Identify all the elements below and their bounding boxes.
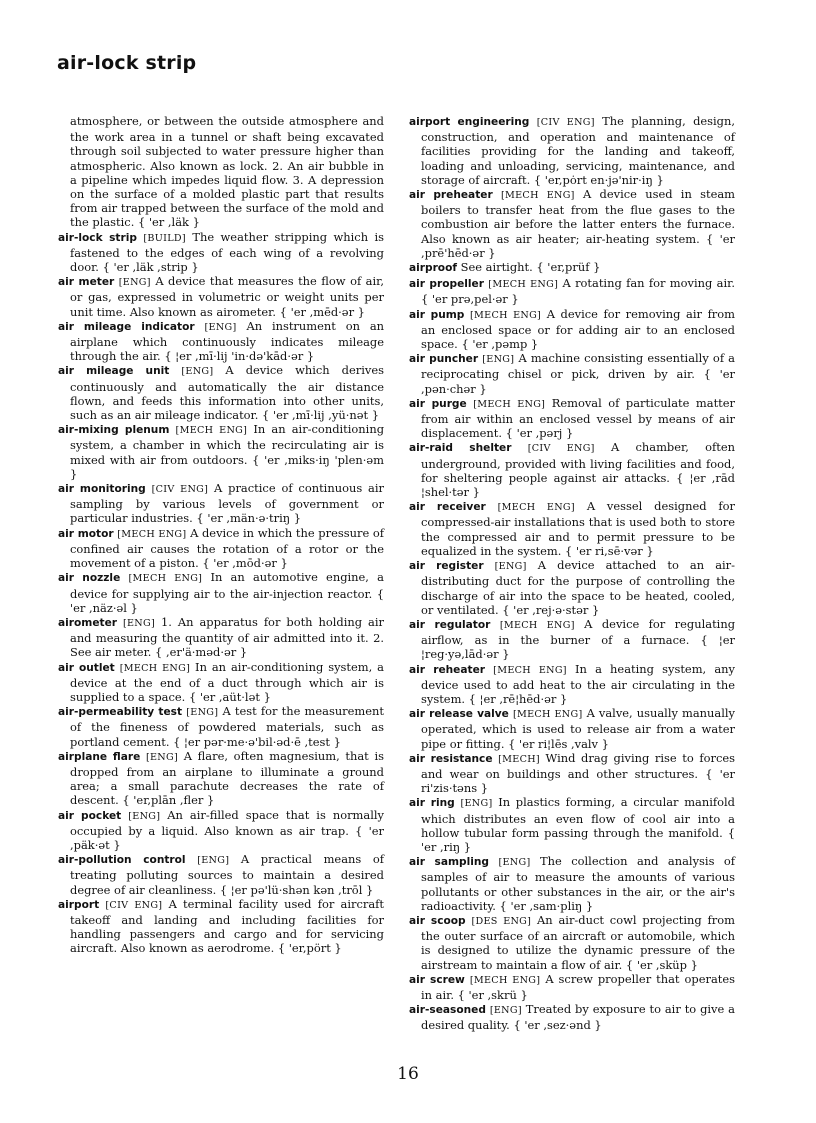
dictionary-entry — [409, 499, 735, 558]
entry-field: [MECH ENG] — [470, 309, 542, 321]
entry-headword: air screw — [409, 973, 465, 986]
entry-definition: Treated by exposure to air to give a desired quality. { 'er ,sez·ənd } — [421, 1002, 735, 1033]
entry-field: [MECH ENG] — [175, 425, 248, 437]
dictionary-entry — [409, 913, 735, 972]
entry-definition: A chamber, often underground, provided with living facilities and food, for sheltering people against air attacks. { ¦er ,rād ¦shel·tər } — [421, 440, 735, 500]
entry-field: [MECH ENG] — [500, 190, 575, 202]
entry-definition: A device that measures the flow of air, or gas, expressed in volumetric or weight units per unit time. Also known as airometer. { 'er ,mēd·ər } — [70, 274, 385, 319]
entry-definition: An air-duct cowl projecting from the outer surface of an aircraft or automobile, which is designed to utilize the dynamic pressure of the airstream to maintain a flow of air. { 'er ,sküp } — [421, 912, 735, 972]
dictionary-entry — [58, 363, 384, 422]
entry-definition: A device for regulating airflow, as in the burner of a furnace. { ¦er ¦reg·yə,lād·ər } — [421, 616, 736, 662]
entry-field: [MECH ENG] — [117, 528, 187, 540]
entry-headword: air-permeability test — [58, 706, 183, 719]
dictionary-entry — [409, 972, 735, 1002]
entry-field: [MECH ENG] — [473, 398, 546, 410]
entry-definition: An air-filled space that is normally occupied by a liquid. Also known as air trap. { 'er ,päk·ət } — [70, 807, 384, 852]
entry-field: [ENG] — [128, 810, 161, 822]
dictionary-entry — [58, 570, 384, 615]
entry-definition: A device which derives continuously and automatically the air distance flown, and feeds this information into other units, such as an air mileage indicator. { 'er ,mī·lij ,yü·nət } — [70, 363, 384, 423]
entry-definition: A rotating fan for moving air. { 'er prə,pel·ər } — [421, 276, 736, 307]
entry-field: [MECH ENG] — [499, 619, 575, 631]
dictionary-entry — [58, 808, 384, 853]
entry-field: [ENG] — [460, 798, 493, 810]
entry-field: [MECH ENG] — [488, 279, 559, 291]
entry-headword: airproof — [409, 262, 457, 275]
entry-definition: A device for removing air from an enclosed space or for adding air to an enclosed space. { 'er ,pəmp } — [421, 306, 736, 352]
dictionary-entry — [409, 276, 735, 306]
dictionary-entry — [409, 440, 735, 499]
entry-headword: air-raid shelter — [409, 442, 512, 455]
entry-field: [ENG] — [181, 366, 214, 378]
entry-field: [ENG] — [186, 707, 219, 719]
dictionary-entry — [58, 660, 384, 705]
dictionary-entry — [409, 617, 735, 662]
entry-definition: A terminal facility used for aircraft takeoff and landing and including facilities for handling passengers and cargo and for servicing aircraft. Also known as aerodrome. { 'er,pört } — [70, 896, 385, 956]
dictionary-entry — [409, 1002, 735, 1032]
entry-headword: air reheater — [409, 663, 485, 676]
entry-definition: In an air-conditioning system, a chamber in which the recirculating air is mixed with air from outdoors. { 'er ,miks·iŋ 'plen·əm } — [70, 422, 385, 481]
entry-headword: air mileage indicator — [58, 320, 195, 333]
entry-definition: Removal of particulate matter from air within an enclosed vessel by means of air displacement. { 'er ,pərj } — [421, 395, 735, 441]
entry-headword: air-lock strip — [58, 231, 137, 244]
entry-headword: air register — [409, 560, 484, 573]
entry-headword: air motor — [58, 527, 114, 540]
dictionary-entry — [409, 706, 735, 751]
entry-field: [MECH ENG] — [512, 709, 583, 721]
entry-headword: air pump — [409, 308, 465, 321]
entry-field: [ENG] — [145, 751, 179, 763]
entry-field: [CIV ENG] — [536, 117, 595, 128]
page-number: 16 — [397, 1064, 419, 1084]
entry-field: [MECH ENG] — [128, 573, 203, 585]
entry-headword: air monitoring — [58, 483, 146, 496]
entry-headword: air release valve — [409, 708, 509, 721]
entry-headword: air preheater — [409, 189, 493, 202]
dictionary-entry — [58, 114, 384, 230]
entry-definition: A test for the measurement of the fineness of powdered materials, such as portland cement. { ¦er pər·me·ə'bil·əd·ē ,test } — [70, 704, 384, 749]
dictionary-entry — [58, 704, 384, 749]
entry-headword: air regulator — [409, 618, 491, 631]
entry-field: [CIV ENG] — [527, 443, 595, 455]
entry-field: [CIV ENG] — [105, 899, 163, 911]
dictionary-entry — [409, 662, 735, 707]
entry-field: [ENG] — [498, 857, 531, 869]
entry-field: [MECH ENG] — [493, 664, 567, 676]
dictionary-entry — [409, 396, 735, 441]
entry-definition: A device used in steam boilers to transfer heat from the flue gases to the combustion air before the latter enters the furnace. Also known as air heater; air-heating system. { 'er ,prē'hēd·ər } — [421, 187, 735, 260]
entry-definition: A flare, often magnesium, that is dropped from an airplane to illuminate a ground area; a small parachute decreases the rate of descent. { 'er,plān ,fler } — [70, 748, 385, 808]
dictionary-entry — [58, 481, 384, 526]
entry-headword: airplane flare — [58, 750, 141, 763]
right-column — [409, 114, 735, 1033]
entry-headword: air-mixing plenum — [58, 424, 170, 437]
dictionary-entry — [58, 319, 384, 364]
dictionary-entry — [58, 852, 384, 897]
entry-field: [MECH ENG] — [469, 974, 541, 986]
entry-definition: A screw propeller that operates in air. { 'er ,skrü } — [421, 971, 736, 1002]
dictionary-entry — [409, 795, 735, 854]
dictionary-entry — [409, 751, 735, 796]
entry-field: [MECH ENG] — [497, 502, 575, 514]
entry-definition: In plastics forming, a circular manifold which distributes an even flow of cool air into a hollow tubular form passing through the manifold. { 'er ,riŋ } — [421, 795, 736, 854]
entry-definition: A valve, usually manually operated, which is used to release air from a water pipe or fitting. { 'er ri¦lēs ,valv } — [421, 706, 735, 751]
entry-definition: In a heating system, any device used to add heat to the air circulating in the system. { ¦er ,rē¦hēd·ər } — [421, 661, 735, 706]
entry-headword: air scoop — [409, 914, 466, 927]
dictionary-entry — [409, 187, 735, 260]
entry-definition: An instrument on an airplane which continuously indicates mileage through the air. { ¦er ,mī·lij 'in·də'kād·ər } — [70, 318, 385, 364]
entry-headword: airport engineering — [409, 116, 530, 128]
entry-headword: air nozzle — [58, 572, 121, 585]
dictionary-entry — [58, 897, 384, 956]
entry-definition: The weather stripping which is fastened to the edges of each wing of a revolving door. { 'er ,läk ,strip } — [70, 229, 385, 275]
entry-headword: air-pollution control — [58, 854, 186, 867]
dictionary-entry — [58, 526, 384, 571]
entry-field: [DES ENG] — [471, 915, 532, 927]
entry-headword: air propeller — [409, 278, 484, 291]
dictionary-entry — [58, 749, 384, 808]
entry-headword: air mileage unit — [58, 365, 170, 378]
dictionary-entry — [409, 351, 735, 396]
entry-definition: Wind drag giving rise to forces and wear on buildings and other structures. { 'er ri'zis·təns } — [421, 750, 735, 796]
entry-headword: air puncher — [409, 353, 479, 366]
entry-headword: air outlet — [58, 661, 115, 674]
entry-field: [BUILD] — [143, 232, 186, 244]
entry-headword: air meter — [58, 276, 115, 289]
entry-headword: air resistance — [409, 752, 493, 765]
page-header-title: air-lock strip — [57, 52, 197, 74]
entry-headword: airometer — [58, 616, 117, 629]
entry-definition: A practice of continuous air sampling by various levels of government or particular industries. { 'er ,män·ə·triŋ } — [70, 481, 384, 526]
dictionary-entry — [409, 558, 735, 617]
dictionary-entry — [58, 615, 384, 660]
entry-definition: See airtight. { 'er,prüf } — [460, 260, 601, 275]
entry-definition: 1. An apparatus for both holding air and measuring the quantity of air admitted into it. 2. See air meter. { ,er'ä·məd·ər } — [70, 614, 384, 660]
entry-definition: In an automotive engine, a device for supplying air to the air-injection reactor. { 'er ,näz·əl } — [70, 570, 384, 615]
entry-definition: A device in which the pressure of confined air causes the rotation of a rotor or the movement of a piston. { 'er ,mōd·ər } — [70, 525, 384, 571]
entry-field: [ENG] — [197, 855, 230, 867]
entry-field: [ENG] — [122, 617, 156, 629]
entry-field: [CIV ENG] — [151, 484, 209, 496]
entry-field: [ENG] — [482, 354, 515, 366]
dictionary-entry — [409, 307, 735, 352]
entry-headword: airport — [58, 898, 100, 911]
left-column — [58, 114, 384, 956]
entry-headword: air pocket — [58, 809, 122, 822]
entry-field: [ENG] — [494, 561, 527, 573]
entry-definition: A practical means of treating polluting sources to maintain a desired degree of air cleanliness. { ¦er pə'lü·shən kən ,trōl } — [70, 852, 384, 897]
entry-headword: air sampling — [409, 856, 489, 869]
dictionary-entry — [58, 422, 384, 481]
dictionary-entry — [409, 114, 735, 187]
entry-definition: A vessel designed for compressed-air installations that is used both to store the compressed air and to permit pressure to be equalized in the system. { 'er ri,sē·vər } — [421, 499, 736, 558]
entry-definition: A device attached to an air-distributing duct for the purpose of controlling the discharge of air into the space to be heated, cooled, or ventilated. { 'er ,rej·ə·stər } — [421, 558, 736, 617]
entry-field: [ENG] — [118, 277, 151, 289]
dictionary-entry — [58, 274, 384, 319]
entry-definition: In an air-conditioning system, a device at the end of a duct through which air is supplied to a space. { 'er ,aüt·lət } — [70, 659, 384, 704]
dictionary-entry — [409, 260, 735, 276]
entry-headword: air-seasoned — [409, 1004, 486, 1017]
entry-field: [ENG] — [489, 1005, 522, 1017]
entry-definition: The planning, design, construction, and operation and maintenance of facilities providing for the landing and takeoff, loading and unloading, servicing, maintenance, and storage of aircraft. { 'er,pȯrt en·jə'nir·iŋ } — [421, 114, 736, 187]
entry-field: [MECH ENG] — [119, 662, 191, 674]
entry-headword: air ring — [409, 797, 455, 810]
entry-headword: air receiver — [409, 501, 486, 514]
entry-field: [ENG] — [204, 321, 237, 333]
dictionary-entry — [409, 854, 735, 913]
entry-definition: atmosphere, or between the outside atmosphere and the work area in a tunnel or shaft being excavated through soil subjected to water pressure higher than atmospheric. Also known as lock. 2. An air bubble in a pipeline which impedes liquid flow. 3. A depression on the surface of a molded plastic part that results from air trapped between the surface of the mold and the plastic. { 'er ,läk } — [70, 114, 384, 230]
entry-definition: A machine consisting essentially of a reciprocating chisel or pick, driven by air. { 'er ,pən·chər } — [421, 351, 736, 396]
entry-headword: air purge — [409, 397, 467, 410]
dictionary-entry — [58, 230, 384, 275]
entry-field: [MECH] — [498, 753, 540, 765]
entry-definition: The collection and analysis of samples of air to measure the amounts of various pollutants or other substances in the air, or the air's radioactivity. { 'er ,sam·pliŋ } — [421, 854, 736, 913]
